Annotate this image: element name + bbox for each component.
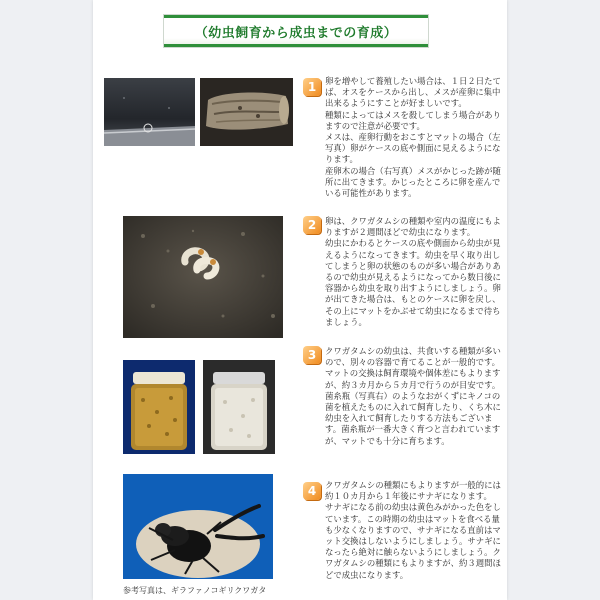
photo-mat-jar [123, 360, 195, 454]
step-4-text: クワガタムシの種類にもよりますが一般的には約１０カ月から１年後にサナギになります。 サナギになる前の幼虫は黄色みがかった色をしています。この時期の幼虫はマットを食べる量も少なくなりますので、サナギになる直前はマット交換はしないようにしましょう。サナギになったら絶対に触らないようにしましょう。クワガタムシの種類にもよりますが、約３週間ほどで成虫になります。 [325, 480, 501, 580]
photo-egg-in-mat [104, 78, 195, 146]
step-2-number: 2 [303, 216, 321, 234]
step-3-number: 3 [303, 346, 321, 364]
photo-stag-beetle [123, 474, 273, 579]
step-4-number: 4 [303, 482, 321, 500]
photo-egg-laying-wood [200, 78, 293, 146]
photo-larvae-in-mat [123, 216, 283, 338]
step-2-text: 卵は、クワガタムシの種類や室内の温度にもよりますが２週間ほどで幼虫になります。 幼虫にかわるとケースの底や側面から幼虫が見えるようになってきます。幼虫を早く取り出してしまうと卵の状態のものが多い場合がありあるので幼虫が見えるようになってから数日後に容器から幼虫を取り出すようにしましょう。卵が出てきた場合は、もとのケースに卵を戻し、その上にマットをかぶせて幼虫になるまで待ちましょう。 [325, 216, 501, 327]
photo-caption: 参考写真は、ギラファノコギリクワガタ [123, 586, 267, 595]
photo-fungus-bottle [203, 360, 275, 454]
instruction-sheet [93, 0, 507, 600]
step-1-text: 卵を増やして養殖したい場合は、１日２日たてば、オスをケースから出し、メスが産卵に集中出来るようにすことが好ましいです。 種類によってはメスを殺してしまう場合がありますので注意が必要です。 メスは、産卵行動をおこすとマットの場合（左写真）卵がケースの底や側面に見えるようになります。 産卵木の場合（右写真）メスがかじった跡が随所に出てきます。かじったところに卵を産んでいる可能性があります。 [325, 76, 501, 199]
step-3-text: クワガタムシの幼虫は、共食いする種類が多いので、別々の容器で育てることが一般的です。 マットの交換は飼育環境や個体差にもよりますが、約３カ月から５カ月で行うのが目安です。菌糸瓶（写真右）のようなおがくずにキノコの菌を植えたものに入れて飼育したり、くち木に幼虫を入れて飼育したりする方法もございます。菌糸瓶が一番大きく育つと言われていますが、マットでも十分に育ちます。 [325, 346, 501, 446]
title-stripe-bottom [164, 44, 428, 47]
title-banner [163, 14, 429, 48]
page-title: （幼虫飼育から成虫までの育成） [194, 26, 398, 41]
step-1-number: 1 [303, 78, 321, 96]
title-stripe-top [164, 15, 428, 18]
